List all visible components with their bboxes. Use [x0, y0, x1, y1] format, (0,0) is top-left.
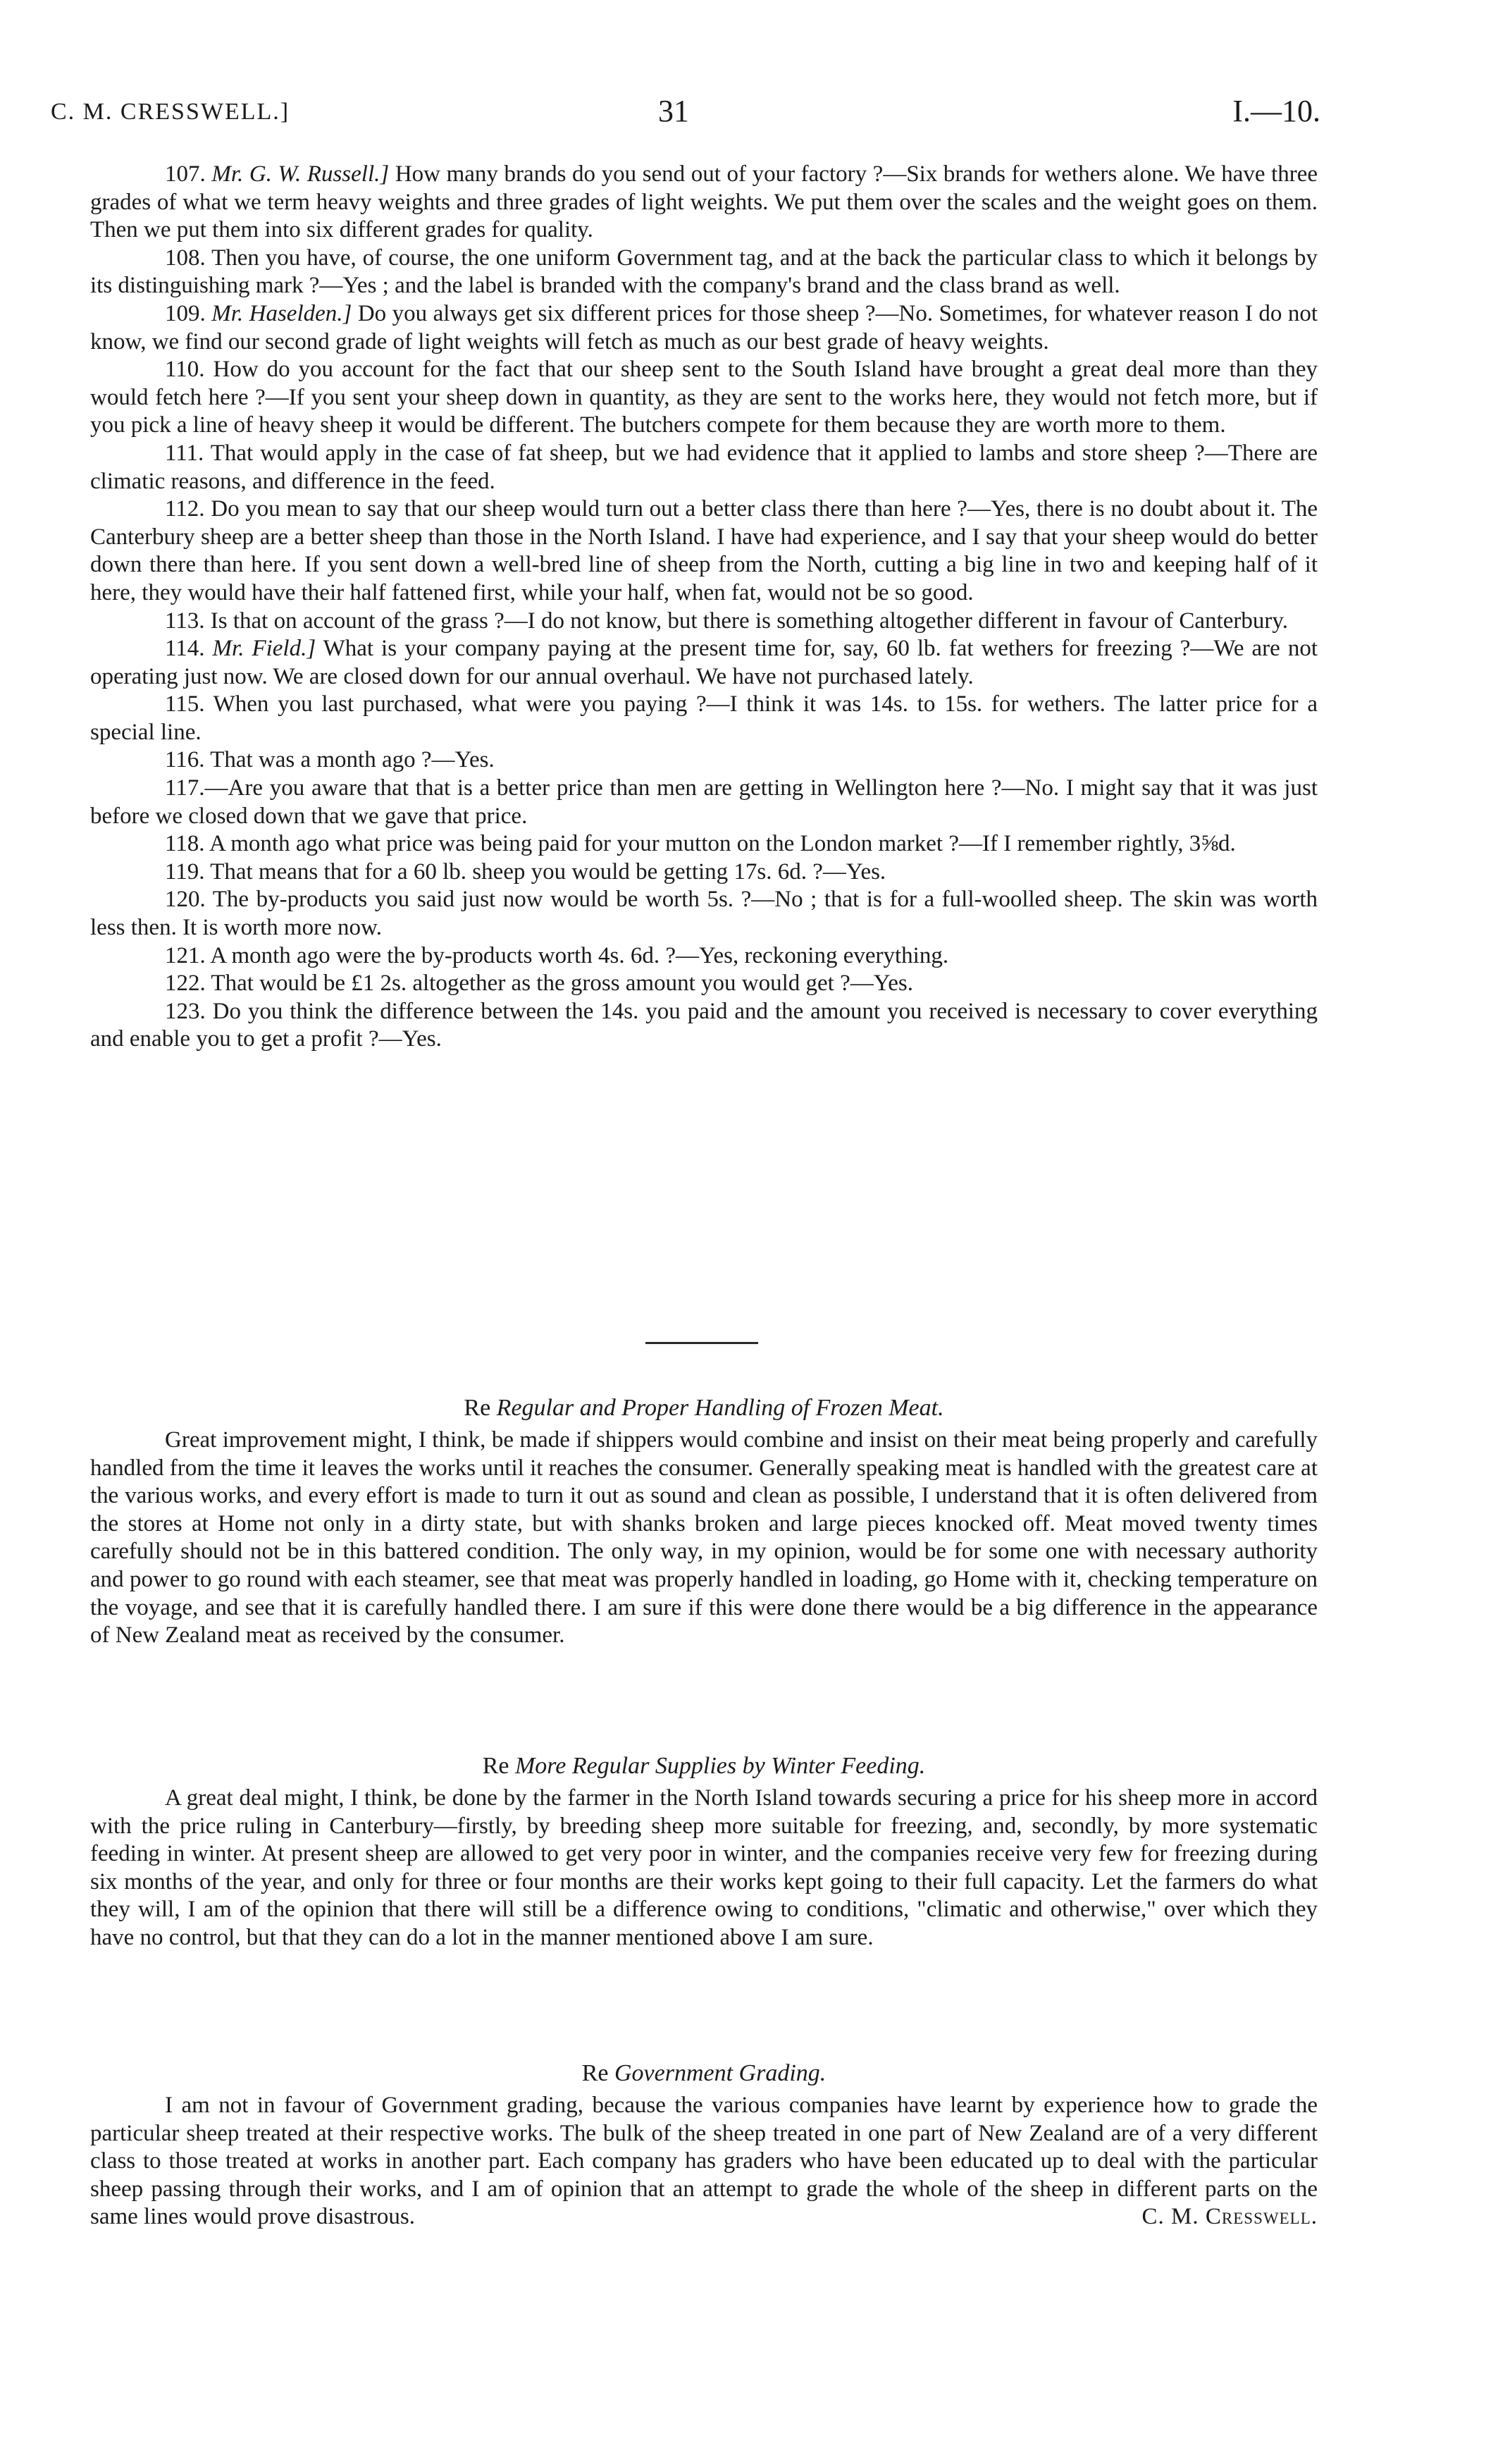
qa-paragraph: 113. Is that on account of the grass ?—I do not know, but there is something altogether different in favour of Canterbury.	[165, 608, 1288, 634]
qa-paragraph: 122. That would be £1 2s. altogether as the gross amount you would get ?—Yes.	[165, 971, 913, 997]
qa-paragraph: 110. How do you account for the fact that our sheep sent to the South Island have brought a great deal more than they would fetch here ?—If you sent your sheep down in quantity, as they are sent to the works here, they would not fetch more, but if you pick a line of heavy sheep it would be different. The butchers compete for them because they are worth more to them.	[90, 357, 1318, 438]
qa-paragraph: 120. The by-products you said just now would be worth 5s. ?—No ; that is for a full-woolled sheep. The skin was worth less then. It is worth more now.	[90, 887, 1318, 941]
qa-paragraph: 107. Mr. G. W. Russell.] How many brands do you send out of your factory ?—Six brands for wethers alone. We have three grades of what we term heavy weights and three grades of light weights. We put them over the scales and the weight goes on them. Then we put them into six different grades for quality.	[90, 161, 1318, 243]
witness-name-header: C. M. CRESSWELL.]	[51, 99, 290, 125]
speaker: Mr. Field.]	[212, 636, 316, 662]
section-heading-grading: Re Government Grading.	[581, 2060, 827, 2086]
section-divider-rule	[645, 1342, 758, 1344]
section-body-grading: I am not in favour of Government grading, because the various companies have learnt by experience how to grade the particular sheep treated at their respective works. The bulk of the sheep treated in one part of New Zealand are of a very different class to those treated at works in another part. Each company has graders who have been educated up to deal with the particular sheep passing through their works, and I am of opinion that an attempt to grade the whole of the sheep in different parts on the same lines would prove disastrous. C. M. Cresswell.	[90, 2092, 1318, 2231]
page-number: 31	[658, 94, 689, 128]
section-body-winter-feeding: A great deal might, I think, be done by the farmer in the North Island towards securing a price for his sheep more in accord with the price ruling in Canterbury—firstly, by breeding sheep more suitable for freezing, and, secondly, by more systematic feeding in winter. At present sheep are allowed to get very poor in winter, and the companies receive very few for freezing during six months of the year, and only for three or four months are their works kept going to their full capacity. Let the farmers do what they will, I am of the opinion that there will still be a difference owing to conditions, "climatic and otherwise," over which they have no control, but that they can do a lot in the manner mentioned above I am sure.	[90, 1785, 1318, 1950]
qa-paragraph: 116. That was a month ago ?—Yes.	[165, 747, 495, 773]
qa-paragraph: 111. That would apply in the case of fat sheep, but we had evidence that it applied to lambs and store sheep ?—There are climatic reasons, and difference in the feed.	[90, 440, 1318, 494]
evidence-qa-list	[90, 161, 1318, 1054]
speaker: Mr. G. W. Russell.]	[211, 161, 390, 187]
signature: C. M. Cresswell.	[1141, 2204, 1318, 2230]
qa-paragraph: 119. That means that for a 60 lb. sheep you would be getting 17s. 6d. ?—Yes.	[165, 858, 886, 885]
document-reference: I.—10.	[1232, 94, 1320, 128]
section-heading-handling: Re Regular and Proper Handling of Frozen Meat.	[464, 1395, 944, 1421]
section-heading-winter-feeding: Re More Regular Supplies by Winter Feeding.	[482, 1753, 926, 1779]
qa-paragraph: 118. A month ago what price was being paid for your mutton on the London market ?—If I remember rightly, 3⅝d.	[165, 831, 1236, 857]
qa-paragraph: 115. When you last purchased, what were you paying ?—I think it was 14s. to 15s. for wethers. The latter price for a special line.	[90, 691, 1318, 745]
speaker: Mr. Haselden.]	[211, 300, 352, 326]
qa-paragraph: 109. Mr. Haselden.] Do you always get six different prices for those sheep ?—No. Sometimes, for whatever reason I do not know, we find our second grade of light weights will fetch as much as our best grade of heavy weights.	[90, 300, 1318, 355]
running-header	[51, 93, 1320, 135]
section-body-handling: Great improvement might, I think, be made if shippers would combine and insist on their meat being properly and carefully handled from the time it leaves the works until it reaches the consumer. Generally speaking meat is handled with the greatest care at the various works, and every effort is made to turn it out as sound and clean as possible, I understand that it is often delivered from the stores at Home not only in a dirty state, but with shanks broken and large pieces knocked off. Meat moved twenty times carefully should not be in this battered condition. The only way, in my opinion, would be for some one with necessary authority and power to go round with each steamer, see that meat was properly handled in loading, go Home with it, checking temperature on the voyage, and see that it is carefully handled there. I am sure if this were done there would be a big difference in the appearance of New Zealand meat as received by the consumer.	[90, 1427, 1318, 1649]
qa-paragraph: 123. Do you think the difference between the 14s. you paid and the amount you received is necessary to cover everything and enable you to get a profit ?—Yes.	[90, 998, 1318, 1052]
qa-paragraph: 108. Then you have, of course, the one uniform Government tag, and at the back the particular class to which it belongs by its distinguishing mark ?—Yes ; and the label is branded with the company's brand and the class brand as well.	[90, 245, 1318, 299]
qa-paragraph: 114. Mr. Field.] What is your company paying at the present time for, say, 60 lb. fat wethers for freezing ?—We are not operating just now. We are closed down for our annual overhaul. We have not purchased lately.	[90, 636, 1318, 689]
qa-paragraph: 121. A month ago were the by-products worth 4s. 6d. ?—Yes, reckoning everything.	[165, 942, 949, 968]
qa-paragraph: 117.—Are you aware that that is a better price than men are getting in Wellington here ?—No. I might say that it was just before we closed down that we gave that price.	[90, 775, 1318, 829]
qa-paragraph: 112. Do you mean to say that our sheep would turn out a better class there than here ?—Yes, there is no doubt about it. The Canterbury sheep are a better sheep than those in the North Island. I have had experience, and I say that your sheep would do better down there than here. If you sent down a well-bred line of sheep from the North, cutting a big line in two and keeping half of it here, they would have their half fattened first, while your half, when fat, would not be so good.	[90, 496, 1318, 605]
